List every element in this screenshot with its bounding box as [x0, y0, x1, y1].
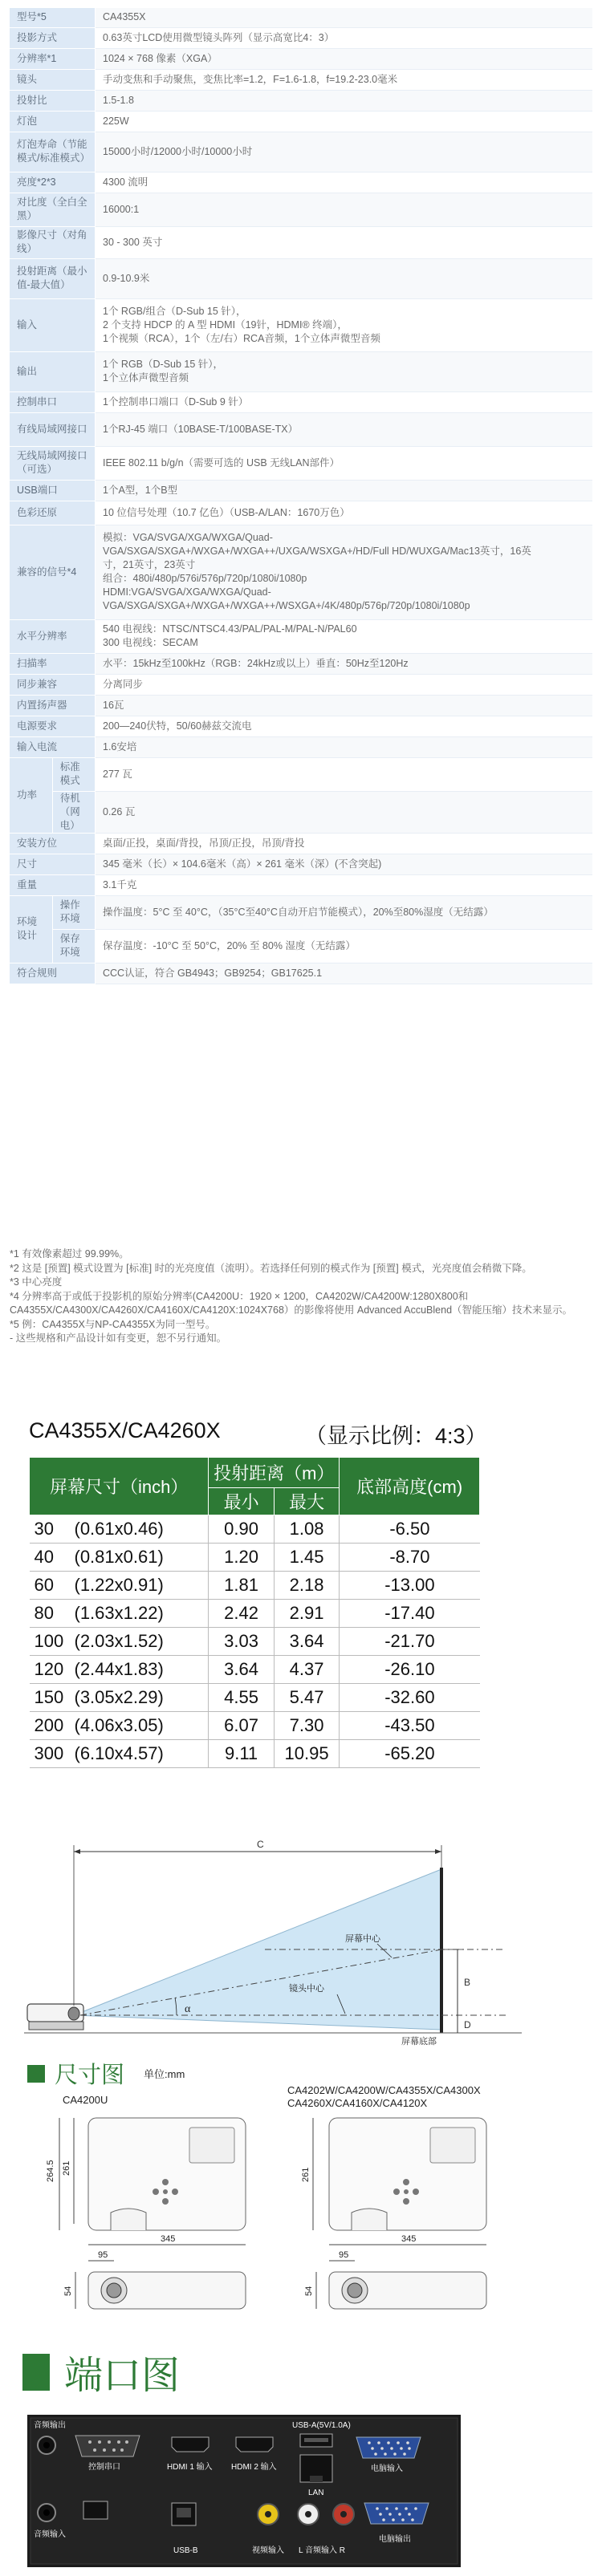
throw-row — [30, 1544, 480, 1572]
spec-row — [10, 172, 592, 193]
right-models-line1: CA4202W/CA4200W/CA4355X/CA4300X — [287, 2086, 481, 2096]
col-screen-size: 屏幕尺寸（inch） — [30, 1458, 209, 1515]
spec-row — [10, 90, 592, 111]
throw-row — [30, 1628, 480, 1656]
cell-min-distance: 4.55 — [209, 1684, 275, 1712]
spec-row — [10, 854, 592, 874]
spec-label: 环境设计 — [10, 895, 52, 963]
cell-bottom-height: -17.40 — [340, 1600, 480, 1628]
screen-size-meters: (2.03x1.52) — [74, 1631, 164, 1651]
cell-screen-size — [30, 1628, 209, 1656]
spec-label: 控制串口 — [10, 391, 96, 412]
screen-size-meters: (6.10x4.57) — [74, 1743, 164, 1763]
spec-value: 200—240伏特，50/60赫兹交流电 — [96, 716, 593, 736]
section-marker — [27, 2065, 45, 2083]
dim-261-left: 261 — [62, 2160, 71, 2176]
spec-label: 分辨率*1 — [10, 48, 96, 69]
spec-row — [10, 8, 592, 27]
spec-value: 225W — [96, 111, 593, 132]
cell-max-distance: 2.18 — [274, 1572, 340, 1600]
spec-value — [96, 619, 593, 653]
spec-value: 30 - 300 英寸 — [96, 226, 593, 258]
label-screen-bottom: 屏幕底部 — [401, 2037, 437, 2046]
dim-54-right: 54 — [304, 2286, 314, 2296]
spec-label: 对比度（全白全黑） — [10, 193, 96, 226]
screen-size-inch: 40 — [34, 1547, 54, 1567]
label-c: C — [257, 1839, 264, 1850]
screen-size-meters: (0.61x0.46) — [74, 1519, 164, 1539]
screen-size-meters: (2.44x1.83) — [74, 1659, 164, 1679]
spec-row — [10, 736, 592, 757]
spec-row — [10, 895, 592, 929]
dim-54-left: 54 — [63, 2286, 73, 2296]
screen-size-meters: (4.06x3.05) — [74, 1715, 164, 1735]
screen-size-inch: 120 — [34, 1659, 64, 1679]
dimensions-title: 尺寸图 — [55, 2063, 125, 2088]
spec-row — [10, 619, 592, 653]
spec-value: 277 瓦 — [96, 757, 593, 791]
spec-value: 操作温度：5°C 至 40°C，（35°C至40°C自动开启节能模式），20%至80%湿度（无结露） — [96, 895, 593, 929]
cell-max-distance: 5.47 — [274, 1684, 340, 1712]
label-audio-in: 音频输入 — [34, 2530, 66, 2539]
screen-size-inch: 100 — [34, 1631, 64, 1651]
spec-label: 同步兼容 — [10, 674, 96, 695]
label-screen-center: 屏幕中心 — [345, 1934, 380, 1944]
dimensions-header — [27, 2057, 185, 2090]
spec-value-line: 2 个支持 HDCP 的 A 型 HDMI（19针，HDMI® 终端）， — [103, 318, 348, 331]
spec-value: 15000小时/12000小时/10000小时 — [96, 132, 593, 172]
cell-bottom-height: -43.50 — [340, 1712, 480, 1740]
spec-label: 投射距离（最小值-最大值） — [10, 258, 96, 298]
spec-label: 扫描率 — [10, 653, 96, 674]
cell-max-distance: 1.45 — [274, 1544, 340, 1572]
cell-min-distance: 2.42 — [209, 1600, 275, 1628]
throw-distance-table — [29, 1457, 480, 1768]
screen-size-inch: 80 — [34, 1603, 54, 1623]
spec-label: 重量 — [10, 874, 96, 895]
screen-size-meters: (1.63x1.22) — [74, 1603, 164, 1623]
cell-max-distance: 1.08 — [274, 1515, 340, 1544]
col-max: 最大 — [274, 1488, 340, 1515]
spec-label: 符合规则 — [10, 963, 96, 984]
spec-row — [10, 391, 592, 412]
spec-row — [10, 674, 592, 695]
spec-row — [10, 653, 592, 674]
spec-label: 输出 — [10, 351, 96, 391]
spec-row — [10, 27, 592, 48]
label-video-in: 视频输入 — [252, 2546, 284, 2555]
label-vga-out: 电脑输出 — [379, 2535, 411, 2544]
label-lan: LAN — [308, 2489, 324, 2497]
dim-261-right: 261 — [301, 2167, 311, 2182]
spec-value: CCC认证，符合 GB4943；GB9254；GB17625.1 — [96, 963, 593, 984]
spec-value-line: VGA/SXGA/SXGA+/WXGA+/WXGA++/WSXGA+/4K/480p/576p/720p/1080i/1080p — [103, 600, 470, 611]
screen-size-inch: 60 — [34, 1575, 54, 1595]
spec-value-line: 寸，21英寸，23英寸 — [103, 559, 196, 570]
spec-value — [96, 351, 593, 391]
spec-label: 型号*5 — [10, 8, 96, 27]
spec-label: 无线局域网接口（可选） — [10, 446, 96, 480]
spec-row — [10, 226, 592, 258]
spec-value-line: 1个立体声微型音频 — [103, 372, 189, 383]
screen-size-inch: 150 — [34, 1687, 64, 1707]
cell-bottom-height: -13.00 — [340, 1572, 480, 1600]
spec-row — [10, 412, 592, 446]
throw-row — [30, 1740, 480, 1768]
cell-max-distance: 4.37 — [274, 1656, 340, 1684]
spec-row — [10, 501, 592, 525]
port-panel — [27, 2415, 461, 2567]
cell-max-distance: 3.64 — [274, 1628, 340, 1656]
cell-bottom-height: -65.20 — [340, 1740, 480, 1768]
spec-value: 桌面/正投，桌面/背投，吊顶/正投，吊顶/背投 — [96, 833, 593, 854]
spec-value: 1.6安培 — [96, 736, 593, 757]
footnote: *2 这是 [预置] 模式设置为 [标准] 时的光亮度值（流明）。若选择任何别的模式作为 [预置] 模式，光亮度值会稍微下降。 — [10, 1262, 532, 1274]
dimension-drawing — [24, 2086, 578, 2327]
spec-label: 电源要求 — [10, 716, 96, 736]
spec-label: 投影方式 — [10, 27, 96, 48]
spec-value: 1个控制串口端口（D-Sub 9 针） — [96, 391, 593, 412]
throw-table-title: CA4355X/CA4260X — [29, 1418, 221, 1442]
spec-row — [10, 791, 592, 833]
cell-bottom-height: -6.50 — [340, 1515, 480, 1544]
spec-value: 0.9-10.9米 — [96, 258, 593, 298]
spec-value-line: 300 电视线：SECAM — [103, 637, 198, 648]
label-b: B — [464, 1977, 471, 1988]
spec-value: 1.5-1.8 — [96, 90, 593, 111]
right-models-line2: CA4260X/CA4160X/CA4120X — [287, 2097, 428, 2109]
cell-min-distance: 3.64 — [209, 1656, 275, 1684]
cell-screen-size — [30, 1600, 209, 1628]
spec-sublabel: 标准模式 — [52, 757, 95, 791]
ports-header — [22, 2344, 180, 2400]
col-throw-distance: 投射距离（m） — [209, 1458, 340, 1488]
screen-size-meters: (1.22x0.91) — [74, 1575, 164, 1595]
spec-row — [10, 757, 592, 791]
spec-value: 345 毫米（长）× 104.6毫米（高）× 261 毫米（深）(不含突起) — [96, 854, 593, 874]
spec-value-line: 1个 RGB/组合（D-Sub 15 针）， — [103, 305, 246, 317]
spec-label: 安装方位 — [10, 833, 96, 854]
spec-label: 兼容的信号*4 — [10, 525, 96, 619]
spec-sublabel: 待机（网电） — [52, 791, 95, 833]
spec-row — [10, 446, 592, 480]
spec-label: 有线局域网接口 — [10, 412, 96, 446]
cell-min-distance: 1.20 — [209, 1544, 275, 1572]
spec-value: 3.1千克 — [96, 874, 593, 895]
spec-label: 输入 — [10, 298, 96, 351]
label-hdmi1: HDMI 1 输入 — [167, 2463, 213, 2472]
cell-screen-size — [30, 1684, 209, 1712]
throw-row — [30, 1656, 480, 1684]
spec-row — [10, 525, 592, 619]
spec-row — [10, 193, 592, 226]
spec-row — [10, 716, 592, 736]
spec-value: 手动变焦和手动聚焦，变焦比率=1.2，F=1.6-1.8，f=19.2-23.0毫米 — [96, 69, 593, 90]
spec-row — [10, 48, 592, 69]
cell-max-distance: 10.95 — [274, 1740, 340, 1768]
cell-max-distance: 2.91 — [274, 1600, 340, 1628]
throw-row — [30, 1515, 480, 1544]
footnote: *1 有效像素超过 99.99%。 — [10, 1248, 129, 1260]
label-usb-b: USB-B — [173, 2546, 198, 2555]
spec-value: 0.26 瓦 — [96, 791, 593, 833]
cell-max-distance: 7.30 — [274, 1712, 340, 1740]
spec-value: 1个RJ-45 端口（10BASE-T/100BASE-TX） — [96, 412, 593, 446]
cell-min-distance: 0.90 — [209, 1515, 275, 1544]
throw-row — [30, 1684, 480, 1712]
spec-value-line: 540 电视线：NTSC/NTSC4.43/PAL/PAL-M/PAL-N/PAL60 — [103, 623, 357, 635]
screen-size-inch: 30 — [34, 1519, 54, 1539]
screen-size-inch: 200 — [34, 1715, 64, 1735]
dim-345-right: 345 — [401, 2234, 417, 2244]
spec-value: 16000:1 — [96, 193, 593, 226]
spec-value — [96, 298, 593, 351]
label-vga-in: 电脑输入 — [371, 2464, 403, 2473]
cell-screen-size — [30, 1515, 209, 1544]
cell-screen-size — [30, 1740, 209, 1768]
cell-min-distance: 3.03 — [209, 1628, 275, 1656]
dim-345-left: 345 — [161, 2234, 176, 2244]
section-marker — [22, 2354, 50, 2391]
spec-value: 4300 流明 — [96, 172, 593, 193]
spec-value-line: 组合：480i/480p/576i/576p/720p/1080i/1080p — [103, 573, 307, 584]
spec-row — [10, 695, 592, 716]
footnote: *5 例：CA4355X与NP-CA4355X为同一型号。 — [10, 1318, 216, 1330]
label-audio-lr: L 音频输入 R — [299, 2546, 345, 2555]
spec-label: 内置扬声器 — [10, 695, 96, 716]
spec-value: IEEE 802.11 b/g/n（需要可选的 USB 无线LAN部件） — [96, 446, 593, 480]
projection-diagram — [24, 1837, 538, 2046]
label-usb-a: USB-A(5V/1.0A) — [292, 2421, 351, 2430]
cell-bottom-height: -21.70 — [340, 1628, 480, 1656]
label-hdmi2: HDMI 2 输入 — [231, 2463, 277, 2472]
spec-value-line: 模拟：VGA/SVGA/XGA/WXGA/Quad- — [103, 532, 273, 543]
spec-value: 10 位信号处理（10.7 亿色）（USB-A/LAN：1670万色） — [96, 501, 593, 525]
dim-264-5: 264.5 — [46, 2160, 55, 2182]
spec-value: 0.63英寸LCD使用微型镜头阵列（显示高宽比4：3） — [96, 27, 593, 48]
screen-size-meters: (3.05x2.29) — [74, 1687, 164, 1707]
spec-value: CA4355X — [96, 8, 593, 27]
cell-bottom-height: -26.10 — [340, 1656, 480, 1684]
dim-95-right: 95 — [339, 2250, 349, 2260]
label-audio-out: 音频输出 — [34, 2421, 66, 2430]
spec-sublabel: 保存环境 — [52, 929, 95, 963]
col-min: 最小 — [209, 1488, 275, 1515]
spec-row — [10, 963, 592, 984]
spec-label: 影像尺寸（对角线） — [10, 226, 96, 258]
spec-label: 灯泡寿命（节能模式/标准模式） — [10, 132, 96, 172]
label-alpha: α — [185, 2003, 191, 2015]
spec-value — [96, 525, 593, 619]
left-model-label: CA4200U — [63, 2094, 108, 2106]
label-d: D — [464, 2019, 471, 2030]
spec-value-line: HDMI:VGA/SVGA/XGA/WXGA/Quad- — [103, 586, 271, 598]
spec-label: 亮度*2*3 — [10, 172, 96, 193]
spec-value: 分离同步 — [96, 674, 593, 695]
dimensions-unit: 单位:mm — [144, 2068, 185, 2080]
throw-row — [30, 1712, 480, 1740]
spec-label: 投射比 — [10, 90, 96, 111]
spec-row — [10, 833, 592, 854]
label-lens-center: 镜头中心 — [289, 1984, 324, 1994]
cell-bottom-height: -32.60 — [340, 1684, 480, 1712]
label-control: 控制串口 — [88, 2463, 120, 2472]
throw-table-ratio: （显示比例：4:3） — [305, 1424, 487, 1448]
cell-screen-size — [30, 1544, 209, 1572]
spec-label: 镜头 — [10, 69, 96, 90]
cell-min-distance: 9.11 — [209, 1740, 275, 1768]
spec-value: 保存温度：-10°C 至 50°C，20% 至 80% 湿度（无结露） — [96, 929, 593, 963]
footnote: *3 中心亮度 — [10, 1276, 63, 1288]
spec-label: 功率 — [10, 757, 52, 833]
spec-row — [10, 351, 592, 391]
spec-value: 1024 × 768 像素（XGA） — [96, 48, 593, 69]
screen-size-meters: (0.81x0.61) — [74, 1547, 164, 1567]
throw-row — [30, 1600, 480, 1628]
spec-value: 水平：15kHz至100kHz（RGB：24kHz或以上）垂直：50Hz至120Hz — [96, 653, 593, 674]
footnote: *4 分辨率高于或低于投影机的原始分辨率(CA4200U：1920 × 1200，CA4202W/CA4200W:1280X800和CA4355X/CA4300X/CA4260X/CA4160X/CA4120X:1024X768）的影像将使用 Advanced AccuBlend（智能压缩）技术来显示。 — [10, 1290, 573, 1316]
spec-label: 灯泡 — [10, 111, 96, 132]
footnote: - 这些规格和产品设计如有变更，恕不另行通知。 — [10, 1333, 227, 1344]
spec-value-line: 1个视频（RCA），1个（左/右）RCA音频，1个立体声微型音频 — [103, 332, 380, 344]
screen-size-inch: 300 — [34, 1743, 64, 1763]
spec-row — [10, 929, 592, 963]
cell-min-distance: 6.07 — [209, 1712, 275, 1740]
spec-table — [10, 8, 592, 984]
throw-row — [30, 1572, 480, 1600]
spec-label: USB端口 — [10, 480, 96, 501]
spec-row — [10, 480, 592, 501]
cell-screen-size — [30, 1656, 209, 1684]
spec-value-line: 1个 RGB（D-Sub 15 针）， — [103, 359, 224, 370]
spec-row — [10, 69, 592, 90]
col-bottom-height: 底部高度(cm) — [340, 1458, 480, 1515]
spec-row — [10, 298, 592, 351]
cell-screen-size — [30, 1712, 209, 1740]
spec-label: 尺寸 — [10, 854, 96, 874]
spec-value: 16瓦 — [96, 695, 593, 716]
dim-95-left: 95 — [98, 2250, 108, 2260]
spec-row — [10, 132, 592, 172]
ports-title: 端口图 — [64, 2355, 181, 2397]
spec-label: 色彩还原 — [10, 501, 96, 525]
spec-row — [10, 258, 592, 298]
spec-row — [10, 111, 592, 132]
cell-bottom-height: -8.70 — [340, 1544, 480, 1572]
spec-value: 1个A型，1个B型 — [96, 480, 593, 501]
spec-label: 输入电流 — [10, 736, 96, 757]
spec-label: 水平分辨率 — [10, 619, 96, 653]
spec-sublabel: 操作环境 — [52, 895, 95, 929]
spec-row — [10, 874, 592, 895]
spec-value-line: VGA/SXGA/SXGA+/WXGA+/WXGA++/UXGA/WSXGA+/HD/Full HD/WUXGA/Mac13英寸，16英 — [103, 546, 531, 557]
cell-screen-size — [30, 1572, 209, 1600]
footnotes — [10, 1247, 588, 1346]
cell-min-distance: 1.81 — [209, 1572, 275, 1600]
